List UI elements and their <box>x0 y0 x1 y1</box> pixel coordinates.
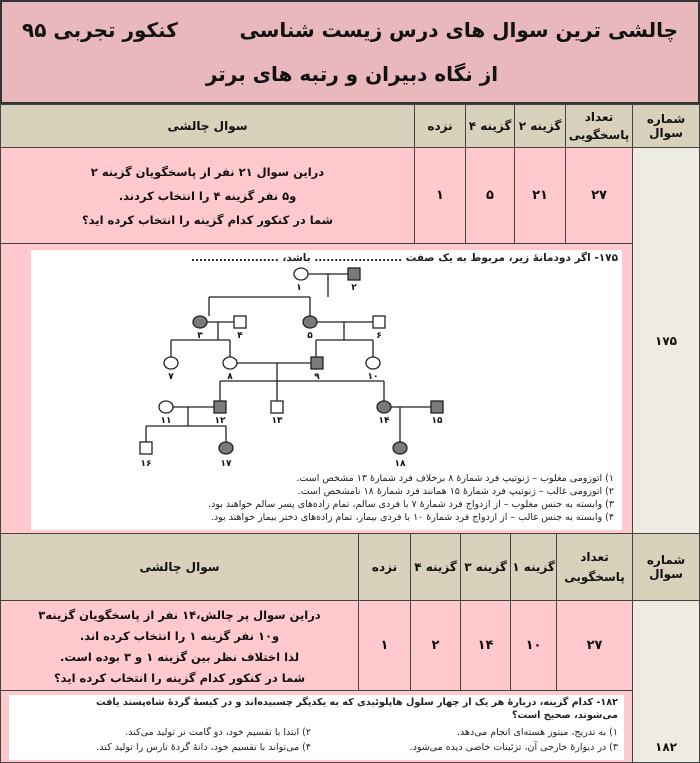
pedigree-label: ۶ <box>376 331 382 341</box>
header-option-3: گزینه ۳ <box>460 533 511 601</box>
pedigree-label: ۱۳ <box>271 416 283 426</box>
challenge-text <box>0 600 359 691</box>
pedigree-label: ۲ <box>351 283 357 293</box>
option-3: ۳) در دیوارهٔ خارجی آن، تزئینات خاصی دیده می‌شود. <box>409 742 618 753</box>
pedigree-label: ۱۵ <box>431 416 443 426</box>
option-4-value: ۲ <box>410 600 461 691</box>
banner-subtitle: از نگاه دبیران و رتبه های برتر <box>205 62 499 86</box>
option-4: ۴) وابسته به جنس غالب – از ازدواج فرد شمارهٔ ۱۰ با فردی بیمار، تمام زاده‌های دختر بیمار خواهند بود. <box>210 512 614 523</box>
individual-2-male-affected-icon <box>348 268 360 280</box>
header-option-4: گزینه ۴ <box>465 104 515 148</box>
question-175-image <box>31 250 622 530</box>
pedigree-label: ۸ <box>227 372 233 382</box>
individual-11-female-icon <box>159 401 173 413</box>
respondents-value: ۲۷ <box>556 600 633 691</box>
option-4-value: ۵ <box>465 147 515 244</box>
individual-4-male-icon <box>234 316 246 328</box>
header-option-1: گزینه ۱ <box>510 533 557 601</box>
banner-title: چالشی ترین سوال های درس زیست شناسی <box>239 18 678 42</box>
pedigree-label: ۵ <box>307 331 313 341</box>
individual-8-female-icon <box>223 357 237 369</box>
option-1: ۱) به تدریج، میتوز هسته‌ای انجام می‌دهد. <box>456 727 618 738</box>
header-question-number: شماره سوال <box>632 104 700 148</box>
title-banner <box>0 0 700 104</box>
question-182-stem <box>15 696 618 722</box>
pedigree-label: ۹ <box>314 372 320 382</box>
individual-9-male-affected-icon <box>311 357 323 369</box>
other-value: ۱ <box>414 147 466 244</box>
header-respondents: تعداد پاسخگویی <box>556 533 633 601</box>
individual-16-male-icon <box>140 442 152 454</box>
respondents-value: ۲۷ <box>565 147 633 244</box>
individual-5-female-affected-icon <box>303 316 317 328</box>
individual-6-male-icon <box>373 316 385 328</box>
pedigree-label: ۴ <box>237 331 243 341</box>
challenge-line: و۱۰ نفر گزینه ۱ را انتخاب کرده اند. <box>79 629 280 643</box>
individual-10-female-icon <box>366 357 380 369</box>
stem-line: می‌شوند، صحیح است؟ <box>511 710 618 721</box>
challenge-line: شما در کنکور کدام گزینه را انتخاب کرده اید؟ <box>53 671 306 685</box>
pedigree-label: ۱۲ <box>214 416 226 426</box>
individual-7-female-icon <box>164 357 178 369</box>
individual-3-female-affected-icon <box>193 316 207 328</box>
question-182-options-left <box>15 725 311 755</box>
individual-15-male-affected-icon <box>431 401 443 413</box>
header-challenge: سوال چالشی <box>0 104 415 148</box>
question-182-options-right <box>317 725 618 755</box>
pedigree-label: ۱۸ <box>394 459 406 469</box>
question-175-options <box>39 472 614 524</box>
header-question-number: شماره سوال <box>632 533 700 601</box>
header-other: نزده <box>358 533 411 601</box>
option-3: ۳) وابسته به جنس مغلوب – از ازدواج فرد شمارهٔ ۷ با فردی سالم، تمام زاده‌های پسر سالم خواهند بود. <box>208 499 614 510</box>
challenge-line: دراین سوال ۲۱ نفر از پاسخگویان گزینه ۲ <box>90 164 325 179</box>
question-number-cell: ۱۷۵ <box>632 147 700 534</box>
stem-line: ۱۸۲- کدام گزینه، دربارهٔ هر یک از چهار سلول هاپلوئیدی که به یکدیگر چسبیده‌اند و در کیسهٔ گردهٔ شاه‌پسند یافت <box>95 697 618 708</box>
option-2-value: ۲۱ <box>514 147 566 244</box>
pedigree-label: ۱۷ <box>220 459 232 469</box>
pedigree-label: ۱۴ <box>378 416 390 426</box>
header-challenge: سوال چالشی <box>0 533 359 601</box>
header-option-2: گزینه ۲ <box>514 104 566 148</box>
question-175-frame <box>0 243 633 534</box>
option-1-value: ۱۰ <box>510 600 557 691</box>
pedigree-label: ۳ <box>197 331 203 341</box>
pedigree-label: ۱۰ <box>367 372 379 382</box>
header-respondents: تعداد پاسخگویی <box>565 104 633 148</box>
pedigree-label: ۱۱ <box>160 416 172 426</box>
challenge-line: لذا اختلاف نظر بین گزینه ۱ و ۳ بوده است. <box>59 650 300 664</box>
challenge-text <box>0 147 415 244</box>
question-number-cell <box>632 600 700 763</box>
pedigree-label: ۱ <box>296 283 302 293</box>
individual-13-male-icon <box>271 401 283 413</box>
header-other: نزده <box>414 104 466 148</box>
individual-1-female-icon <box>294 268 308 280</box>
option-2: ۲) اتوزومی غالب – ژنوتیپ فرد شمارهٔ ۱۵ همانند فرد شمارهٔ ۱۸ نامشخص است. <box>297 486 614 497</box>
individual-17-female-affected-icon <box>219 442 233 454</box>
other-value: ۱ <box>358 600 411 691</box>
individual-12-male-affected-icon <box>214 401 226 413</box>
question-number: ۱۸۲ <box>655 740 677 754</box>
challenge-line: شما در کنکور کدام گزینه را انتخاب کرده اید؟ <box>81 212 334 227</box>
banner-row <box>22 18 678 42</box>
question-175-stem: ۱۷۵- اگر دودمانهٔ زیر، مربوط به یک صفت ...................... باشد، ...................... <box>190 252 618 264</box>
header-option-4: گزینه ۴ <box>410 533 461 601</box>
option-4: ۴) می‌تواند با تقسیم خود، دانهٔ گردهٔ نارس را تولید کند. <box>96 742 311 753</box>
question-182-frame <box>0 690 633 763</box>
option-3-value: ۱۴ <box>460 600 511 691</box>
pedigree-labels <box>141 283 443 469</box>
question-182-image <box>9 695 624 760</box>
individual-14-female-affected-icon <box>377 401 391 413</box>
individual-18-female-affected-icon <box>393 442 407 454</box>
challenge-line: و۵ نفر گزینه ۴ را انتخاب کردند. <box>118 188 297 203</box>
banner-exam: کنکور تجربی ۹۵ <box>22 18 178 42</box>
option-2: ۲) ابتدا با تقسیم خود، دو گامت نر تولید می‌کند. <box>125 727 311 738</box>
challenge-line: دراین سوال پر چالش،۱۴ نفر از پاسخگویان گزینه۳ <box>38 608 321 622</box>
option-1: ۱) اتوزومی مغلوب – ژنوتیپ فرد شمارهٔ ۸ برخلاف فرد شمارهٔ ۱۳ مشخص است. <box>296 473 614 484</box>
pedigree-label: ۱۶ <box>140 459 152 469</box>
pedigree-label: ۷ <box>168 372 174 382</box>
